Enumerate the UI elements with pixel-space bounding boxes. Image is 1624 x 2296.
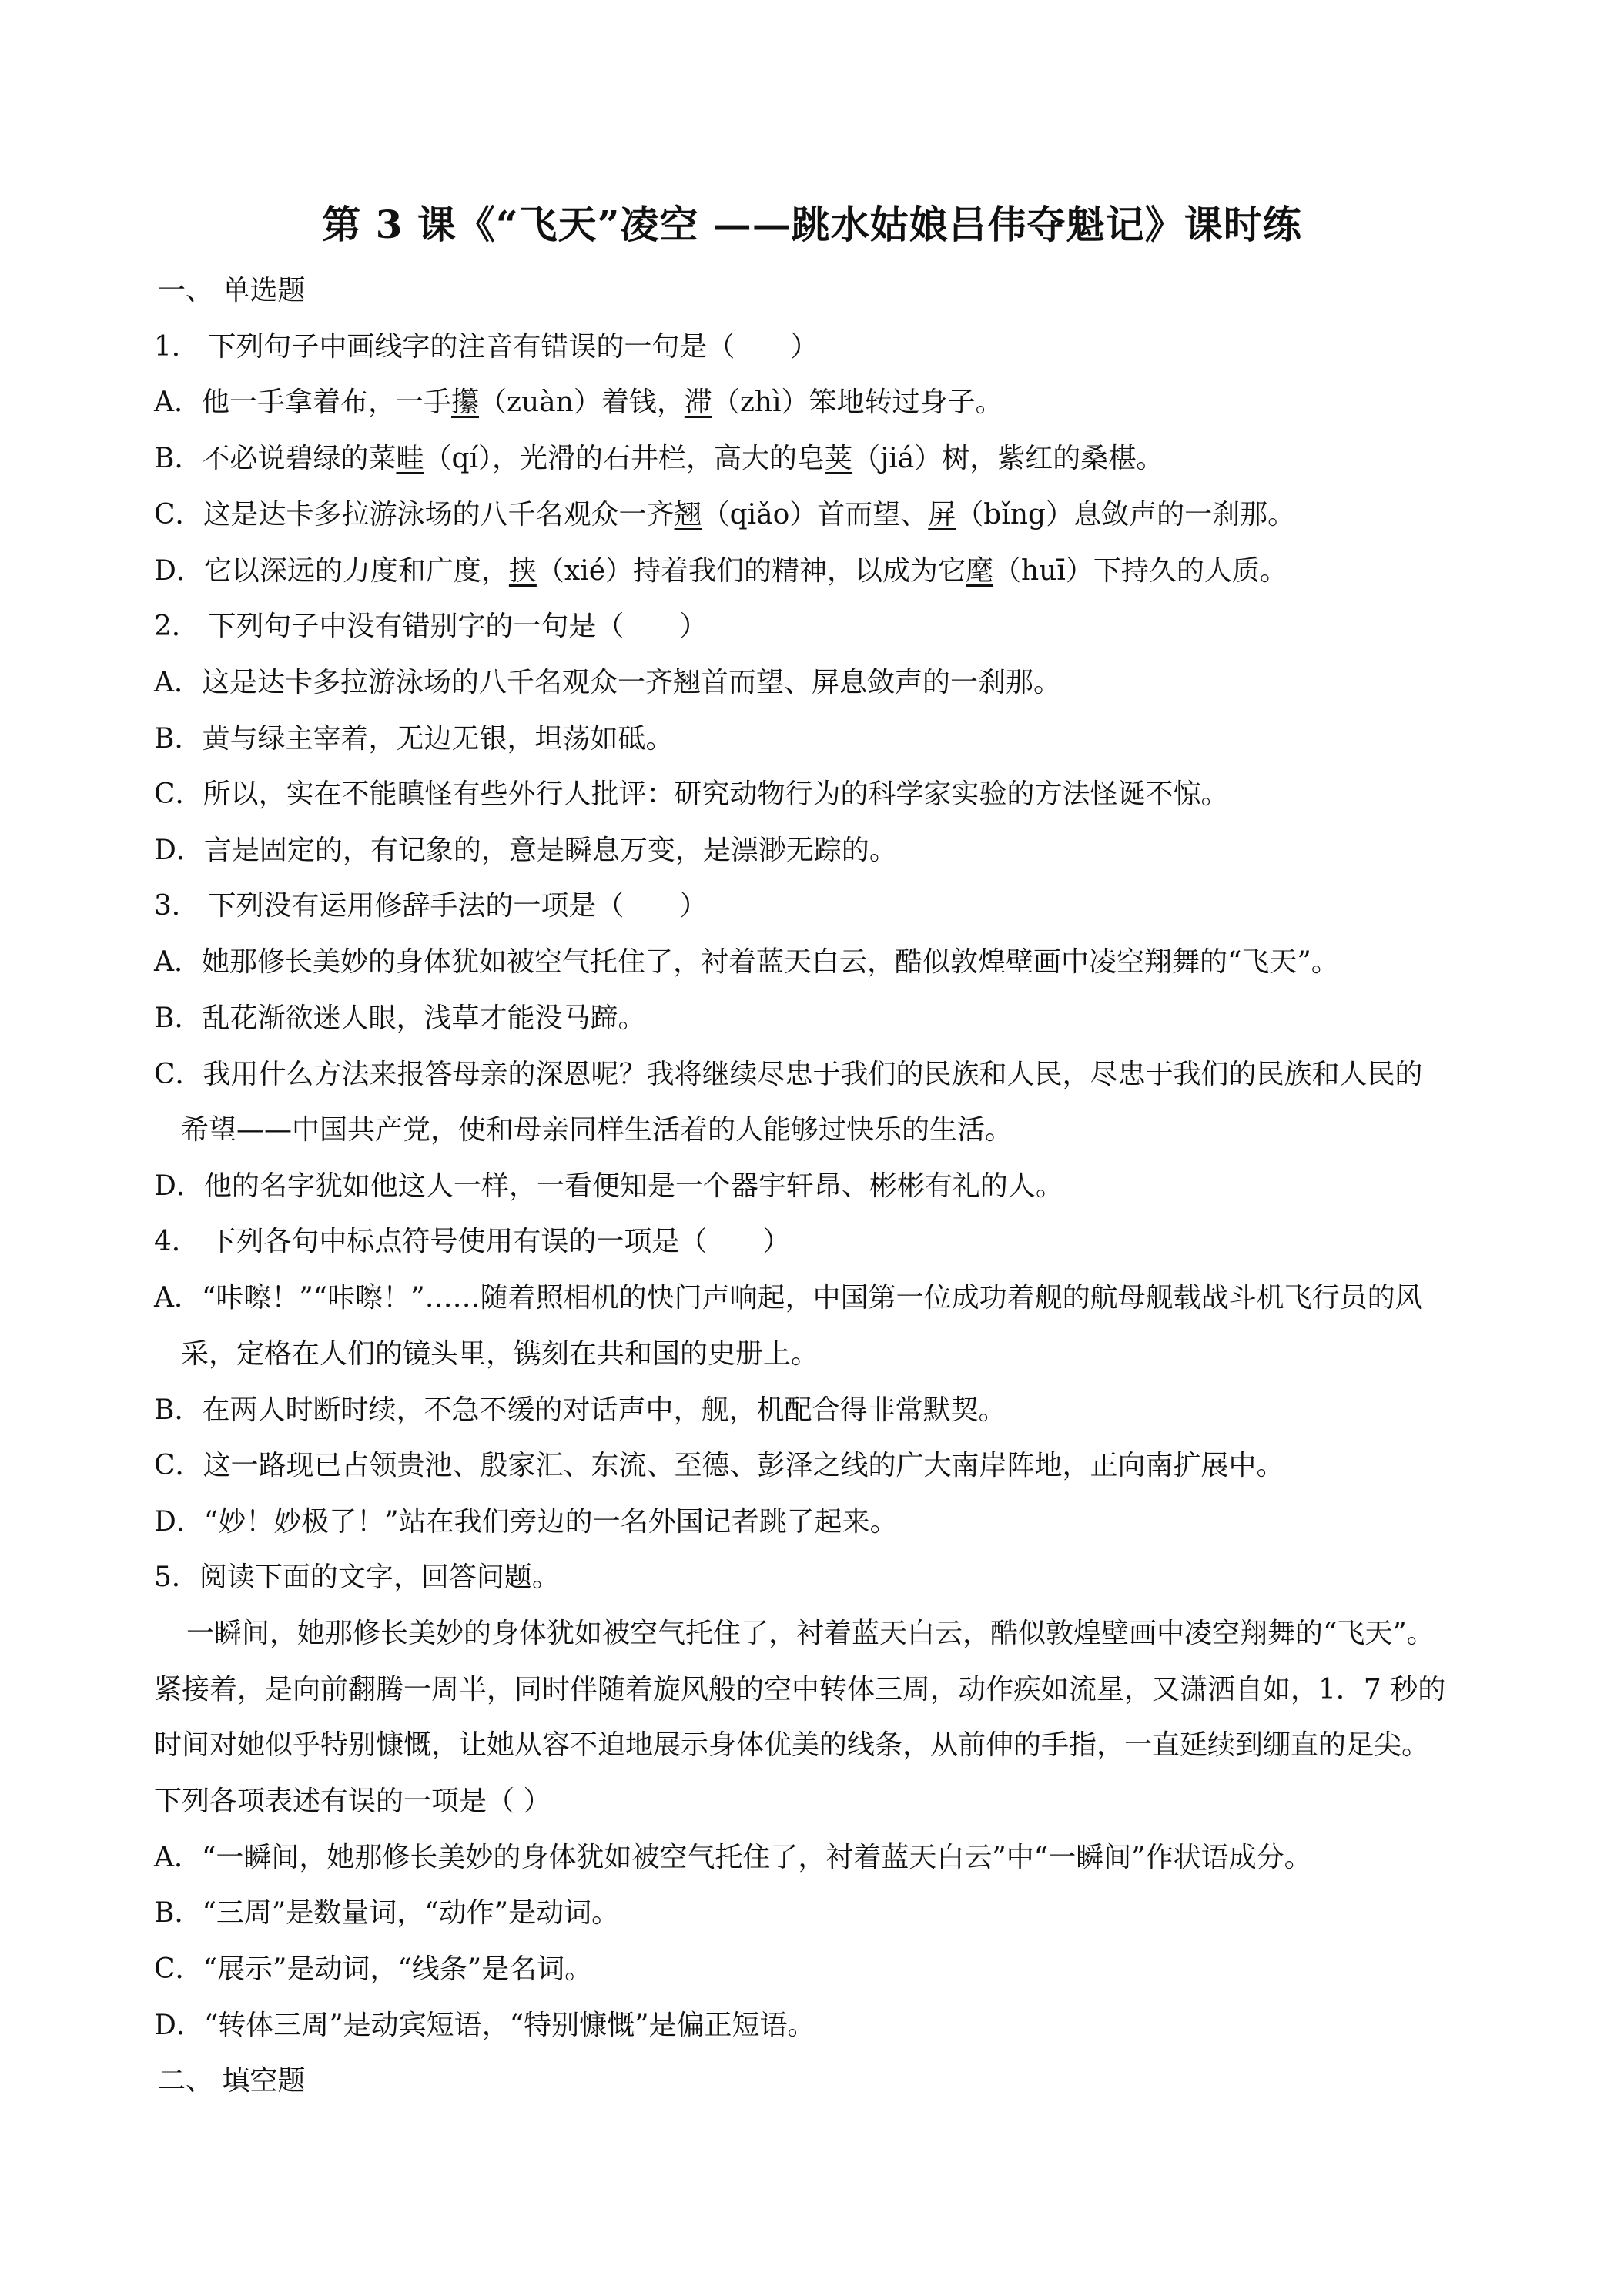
question-2-option-a: A．这是达卡多拉游泳场的八千名观众一齐翘首而望、屏息敛声的一刹那。 (154, 667, 1061, 698)
question-4-option-d: D．“妙！妙极了！”站在我们旁边的一名外国记者跳了起来。 (154, 1506, 898, 1538)
question-2-option-b: B．黄与绿主宰着，无边无银，坦荡如砥。 (154, 723, 674, 755)
question-4-option-a: A．“咔嚓！”“咔嚓！”……随着照相机的快门声响起，中国第一位成功着舰的航母舰载战斗机飞行员的风 (154, 1282, 1423, 1314)
question-2-option-d: D．言是固定的，有记象的，意是瞬息万变，是漂渺无踪的。 (154, 835, 897, 866)
section-heading-single-choice: 一、 单选题 (158, 275, 306, 306)
question-2-option-c: C．所以，实在不能瞋怪有些外行人批评：研究动物行为的科学家实验的方法怪诞不惊。 (154, 778, 1229, 810)
question-3-option-a: A．她那修长美妙的身体犹如被空气托住了，衬着蓝天白云，酷似敦煌壁画中凌空翔舞的“飞天”。 (154, 946, 1339, 978)
question-5-passage-line-2: 紧接着，是向前翻腾一周半，同时伴随着旋风般的空中转体三周，动作疾如流星，又潇洒自如，1．7 秒的 (154, 1674, 1446, 1705)
question-1-option-a: A．他一手拿着布，一手攥（zuàn）着钱，滞（zhì）笨地转过身子。 (154, 387, 1003, 418)
question-1-option-c: C．这是达卡多拉游泳场的八千名观众一齐翘（qiǎo）首而望、屏（bǐng）息敛声的一刹那。 (154, 499, 1296, 530)
question-5-option-b: B．“三周”是数量词，“动作”是动词。 (154, 1897, 620, 1929)
question-5-stem: 5．阅读下面的文字，回答问题。 (154, 1561, 560, 1593)
question-1-option-b: B．不必说碧绿的菜畦（qí），光滑的石井栏，高大的皂荚（jiá）树，紫红的桑椹。 (154, 443, 1164, 474)
question-5-option-a: A．“一瞬间，她那修长美妙的身体犹如被空气托住了，衬着蓝天白云”中“一瞬间”作状语成分。 (154, 1842, 1312, 1873)
question-5-ask: 下列各项表述有误的一项是（ ） (154, 1786, 551, 1817)
question-3-option-c: C．我用什么方法来报答母亲的深恩呢？我将继续尽忠于我们的民族和人民，尽忠于我们的民族和人民的 (154, 1059, 1423, 1090)
question-2-stem: 2． 下列句子中没有错别字的一句是（ ） (154, 611, 708, 642)
question-5-passage-line-1: 一瞬间，她那修长美妙的身体犹如被空气托住了，衬着蓝天白云，酷似敦煌壁画中凌空翔舞的“飞天”。 (186, 1618, 1435, 1649)
question-5-option-c: C．“展示”是动词，“线条”是名词。 (154, 1953, 593, 1985)
question-3-stem: 3． 下列没有运用修辞手法的一项是（ ） (154, 890, 708, 922)
question-3-option-b: B．乱花渐欲迷人眼，浅草才能没马蹄。 (154, 1002, 646, 1034)
question-4-option-b: B．在两人时断时续，不急不缓的对话声中，舰，机配合得非常默契。 (154, 1394, 1006, 1426)
question-1-stem: 1． 下列句子中画线字的注音有错误的一句是（ ） (154, 331, 819, 363)
question-4-stem: 4． 下列各句中标点符号使用有误的一项是（ ） (154, 1226, 791, 1257)
question-3-option-c-continued: 希望——中国共产党，使和母亲同样生活着的人能够过快乐的生活。 (181, 1114, 1013, 1146)
question-3-option-d: D．他的名字犹如他这人一样，一看便知是一个器宇轩昂、彬彬有礼的人。 (154, 1170, 1063, 1202)
question-1-option-d: D．它以深远的力度和广度，挟（xié）持着我们的精神，以成为它麾（huī）下持久的人质。 (154, 555, 1287, 587)
question-5-passage-line-3: 时间对她似乎特别慷慨，让她从容不迫地展示身体优美的线条，从前伸的手指，一直延续到绷直的足尖。 (154, 1729, 1430, 1761)
page-title: 第 3 课《“飞天”凌空 ——跳水姑娘吕伟夺魁记》课时练 (322, 202, 1302, 247)
question-4-option-a-continued: 采，定格在人们的镜头里，镌刻在共和国的史册上。 (181, 1338, 819, 1370)
section-heading-fill-in-blank: 二、 填空题 (158, 2065, 306, 2097)
question-4-option-c: C．这一路现已占领贵池、殷家汇、东流、至德、彭泽之线的广大南岸阵地，正向南扩展中。 (154, 1450, 1284, 1481)
question-5-option-d: D．“转体三周”是动宾短语，“特别慷慨”是偏正短语。 (154, 2010, 815, 2041)
